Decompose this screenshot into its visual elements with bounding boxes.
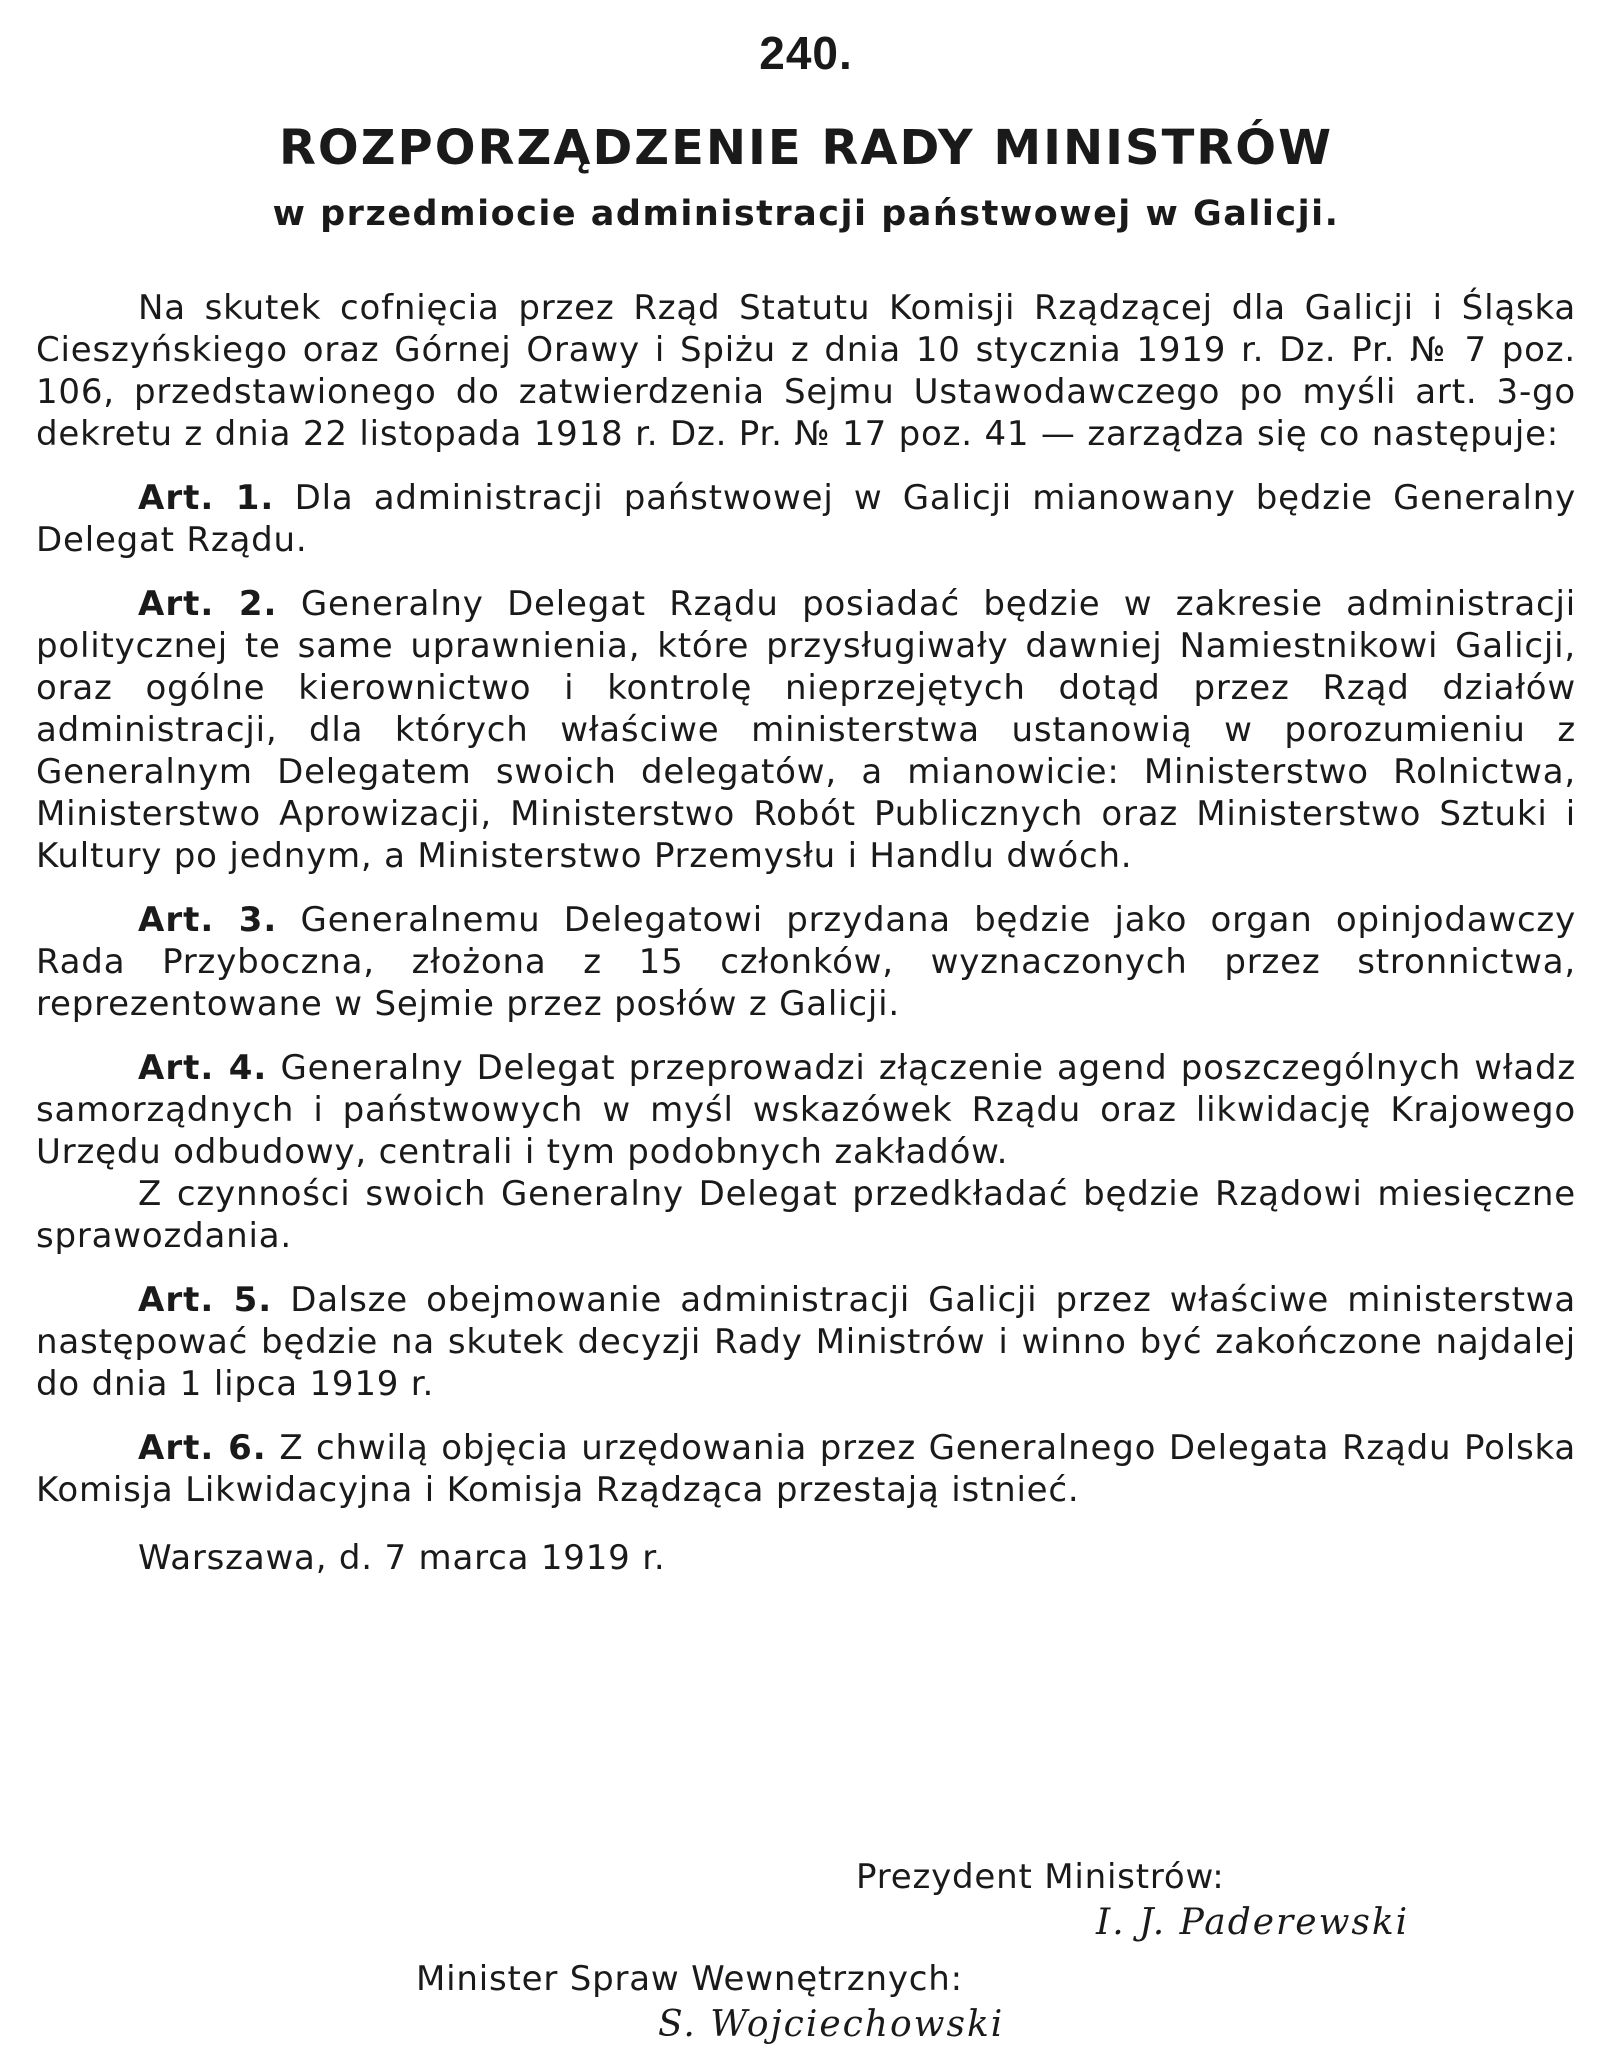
article-5: [36, 1279, 1576, 1405]
article-4: [36, 1047, 1576, 1173]
article-1-label: Art. 1.: [138, 478, 275, 519]
signature-name: I. J. Paderewski: [1096, 1902, 1410, 1943]
article-5-text: Dalsze obejmowanie administracji Galicji przez właściwe ministerstwa następować będzie na skutek decyzji Rady Ministrów i winno być zakończone najdalej do dnia 1 lipca 1919 r.: [36, 1280, 1576, 1405]
article-6-label: Art. 6.: [138, 1428, 267, 1469]
signature-name: S. Wojciechowski: [658, 2004, 1005, 2045]
article-2: [36, 583, 1576, 877]
signature-prime-minister: [856, 1856, 1456, 1944]
document-page: [36, 27, 1577, 1579]
article-4-extra: Z czynności swoich Generalny Delegat przedkładać będzie Rządowi miesięczne sprawozdania.: [36, 1174, 1576, 1257]
article-4-text: Generalny Delegat przeprowadzi złączenie agend poszczególnych władz samorządnych i państwowych w myśl wskazówek Rządu oraz likwidację Krajowego Urzędu odbudowy, centrali i tym podobnych zakładów.: [36, 1048, 1576, 1173]
signature-role: Minister Spraw Wewnętrznych:: [416, 1959, 963, 1999]
article-1: [36, 477, 1576, 561]
preamble-paragraph: Na skutek cofnięcia przez Rząd Statutu Komisji Rządzącej dla Galicji i Śląska Cieszyńskiego oraz Górnej Orawy i Spiżu z dnia 10 stycznia 1919 r. Dz. Pr. № 7 poz. 106, przedstawionego do zatwierdzenia Sejmu Ustawodawczego po myśli art. 3-go dekretu z dnia 22 listopada 1918 r. Dz. Pr. № 17 poz. 41 — zarządza się co następuje:: [36, 288, 1576, 455]
article-1-text: Dla administracji państwowej w Galicji mianowany będzie Generalny Delegat Rządu.: [36, 478, 1576, 561]
article-2-text: Generalny Delegat Rządu posiadać będzie w zakresie administracji politycznej te same uprawnienia, które przysługiwały dawniej Namiestnikowi Galicji, oraz ogólne kierownictwo i kontrolę nieprzejętych dotąd przez Rząd działów administracji, dla których właściwe ministerstwa ustanowią w porozumieniu z Generalnym Delegatem swoich delegatów, a mianowicie: Ministerstwo Rolnictwa, Ministerstwo Aprowizacji, Ministerstwo Robót Publicznych oraz Ministerstwo Sztuki i Kultury po jednym, a Ministerstwo Przemysłu i Handlu dwóch.: [36, 584, 1576, 877]
signature-interior-minister: [416, 1958, 1116, 2046]
place-date: Warszawa, d. 7 marca 1919 r.: [138, 1538, 666, 1579]
article-4-label: Art. 4.: [138, 1048, 268, 1089]
article-6-text: Z chwilą objęcia urzędowania przez Generalnego Delegata Rządu Polska Komisja Likwidacyjna i Komisja Rządząca przestają istnieć.: [36, 1428, 1576, 1511]
article-5-label: Art. 5.: [138, 1280, 273, 1321]
article-3-text: Generalnemu Delegatowi przydana będzie jako organ opinjodawczy Rada Przyboczna, złożona z 15 członków, wyznaczonych przez stronnictwa, reprezentowane w Sejmie przez posłów z Galicji.: [36, 900, 1577, 1025]
article-2-label: Art. 2.: [138, 584, 278, 625]
document-title: ROZPORZĄDZENIE RADY MINISTRÓW: [278, 120, 1334, 176]
article-6: [36, 1427, 1576, 1511]
document-number: 240.: [759, 27, 853, 79]
article-3-label: Art. 3.: [138, 900, 278, 941]
article-3: [36, 899, 1576, 1025]
signature-role: Prezydent Ministrów:: [856, 1857, 1225, 1897]
document-subtitle: w przedmiocie administracji państwowej w Galicji.: [272, 193, 1340, 234]
